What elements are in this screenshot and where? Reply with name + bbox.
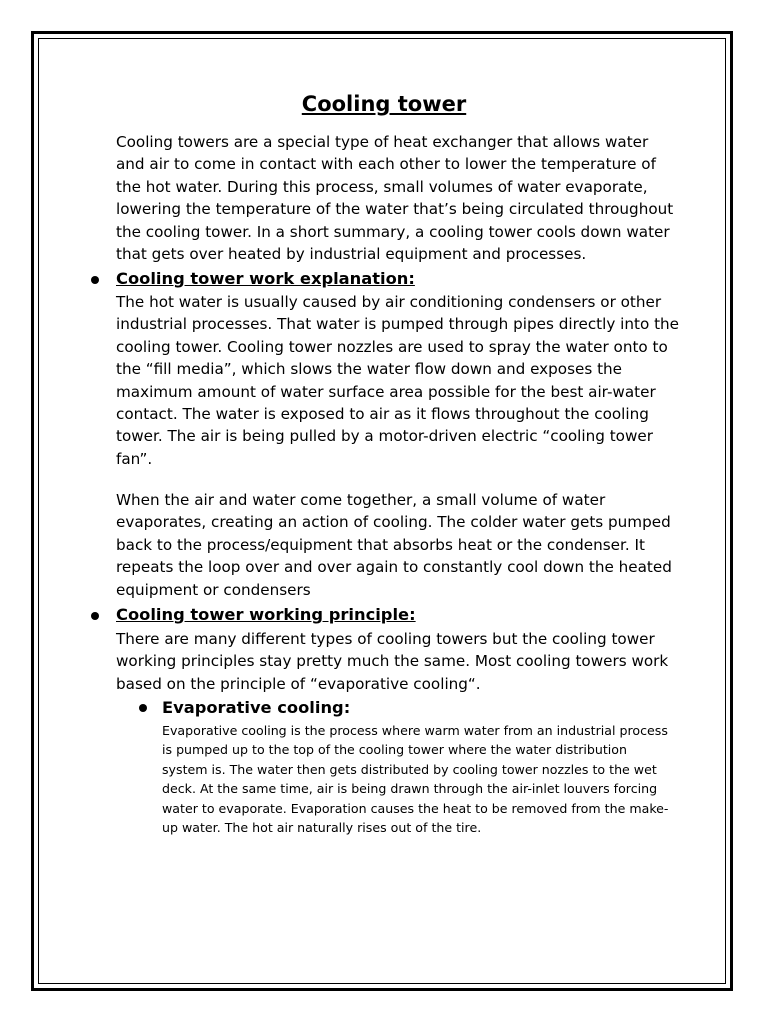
bullet-icon [91,612,99,620]
intro-paragraph: Cooling towers are a special type of heat exchanger that allows water and air to come in contact with each other to lower the temperature of the hot water. During this process, small volumes of water evaporate, lowering the temperature of the water that’s being circulated throughout the cooling tower. In a short summary, a cooling tower cools down water that gets over heated by industrial equipment and processes. [116,133,674,264]
section-heading-work-explanation: Cooling tower work explanation: [116,269,415,288]
work-explanation-paragraph-1: The hot water is usually caused by air conditioning condensers or other industrial processes. That water is pumped through pipes directly into the cooling tower. Cooling tower nozzles are used to spray the water onto to the “fill media”, which slows the water flow down and exposes the maximum amount of water surface area possible for the best air-water contact. The water is exposed to air as it flows throughout the cooling tower. The air is being pulled by a motor-driven electric “cooling tower fan”. [116,293,680,468]
evaporative-cooling-paragraph: Evaporative cooling is the process where warm water from an industrial process is pumped up to the top of the cooling tower where the water distribution system is. The water then gets distributed by cooling tower nozzles to the wet deck. At the same time, air is being drawn through the air-inlet louvers forcing water to evaporate. Evaporation causes the heat to be removed from the make-up water. The hot air naturally rises out of the tire. [162,723,669,836]
work-explanation-paragraph-2: When the air and water come together, a small volume of water evaporates, creating an action of cooling. The colder water gets pumped back to the process/equipment that absorbs heat or the condenser. It repeats the loop over and over again to constantly cool down the heated equipment or condensers [116,491,672,599]
document-title: Cooling tower [301,92,467,116]
working-principle-paragraph: There are many different types of cooling towers but the cooling tower working principles stay pretty much the same. Most cooling towers work based on the principle of “evaporative cooling“. [116,630,669,693]
subsection-heading-evaporative-cooling: Evaporative cooling: [162,698,351,717]
section-heading-working-principle: Cooling tower working principle: [116,605,416,624]
bullet-icon [91,276,99,284]
bullet-icon [139,704,147,712]
